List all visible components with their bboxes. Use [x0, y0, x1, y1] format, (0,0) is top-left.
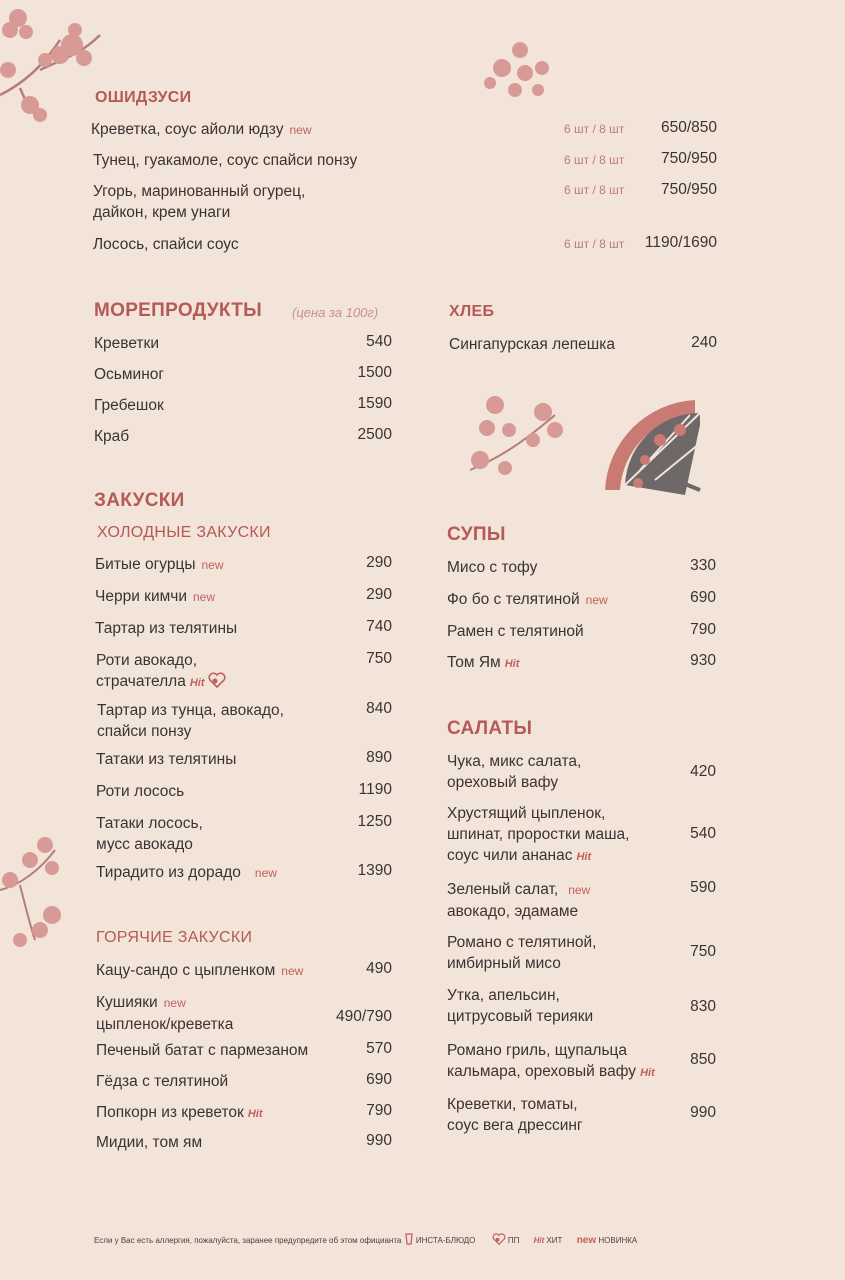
section-title-soups: СУПЫ	[447, 524, 506, 545]
price: 240	[691, 334, 717, 351]
price: 540	[690, 825, 716, 842]
footer	[94, 1233, 637, 1246]
price: 790	[690, 621, 716, 638]
list-item: Гёдза с телятиной	[96, 1073, 229, 1090]
cherry-blossom-icon	[0, 0, 110, 125]
price: 420	[690, 763, 716, 780]
price: 740	[366, 618, 392, 635]
section-title-snacks: ЗАКУСКИ	[94, 490, 185, 511]
subsection-title-hot: ГОРЯЧИЕ ЗАКУСКИ	[96, 929, 253, 946]
price: 650/850	[660, 119, 717, 136]
price: 490	[366, 960, 392, 977]
price: 540	[366, 333, 392, 350]
list-item: Тартар из тунца, авокадо, спайси понзу	[97, 702, 284, 740]
price: 2500	[357, 426, 392, 443]
price: 750	[690, 943, 716, 960]
price: 1190	[358, 781, 392, 798]
new-badge: new	[201, 558, 224, 572]
price: 1590	[357, 395, 392, 412]
list-item: Роти лосось	[96, 783, 185, 800]
list-item: Татаки лосось, мусс авокадо	[96, 815, 203, 853]
heart-icon	[492, 1233, 506, 1245]
price: 690	[366, 1071, 392, 1088]
list-item: Попкорн из креветок Hit	[96, 1104, 263, 1121]
new-badge: new	[585, 593, 608, 607]
qty-label: 6 шт / 8 шт	[564, 183, 625, 197]
price: 890	[366, 749, 392, 766]
price: 1500	[357, 364, 392, 381]
price-note: (цена за 100г)	[292, 305, 379, 320]
price: 330	[690, 557, 716, 574]
price: 570	[366, 1040, 392, 1057]
qty-label: 6 шт / 8 шт	[564, 122, 625, 136]
list-item: Мисо с тофу	[447, 559, 538, 576]
new-badge: new	[568, 883, 591, 897]
list-item: Романо гриль, щупальца кальмара, ореховый вафу Hit	[447, 1042, 655, 1080]
new-badge: new	[193, 590, 216, 604]
price: 1250	[357, 813, 392, 830]
list-item: Печеный батат с пармезаном	[96, 1042, 309, 1059]
cherry-blossom-icon	[480, 38, 555, 103]
price: 850	[690, 1051, 716, 1068]
heart-icon	[208, 672, 226, 688]
list-item: Гребешок	[94, 397, 164, 414]
price: 290	[366, 586, 392, 603]
list-item: Роти авокадо, страчателла Hit	[96, 650, 226, 694]
insta-icon	[404, 1233, 414, 1245]
list-item: Кацу-сандо с цыпленком new	[96, 962, 304, 979]
price: 590	[690, 879, 716, 896]
hit-badge: Hit	[189, 677, 205, 689]
list-item: Сингапурская лепешка	[449, 336, 615, 353]
list-item: Осьминог	[94, 366, 165, 383]
list-item: Тунец, гуакамоле, соус спайси понзу	[93, 152, 358, 169]
cherry-blossom-icon	[0, 830, 75, 950]
list-item: Кушияки new цыпленок/креветка	[96, 994, 234, 1033]
hit-badge: Hit	[576, 851, 592, 863]
fan-icon	[600, 395, 715, 510]
qty-label: 6 шт / 8 шт	[564, 237, 625, 251]
allergy-note: Если у Вас есть аллергия, пожалуйста, заранее предупредите об этом официанта	[94, 1236, 402, 1245]
list-item: Фо бо с телятиной new	[447, 591, 608, 608]
price: 290	[366, 554, 392, 571]
list-item: Креветка, соус айоли юдзу new	[91, 121, 312, 138]
list-item: Лосось, спайси соус	[93, 236, 239, 253]
section-title-bread: ХЛЕБ	[449, 303, 495, 320]
new-badge: new	[163, 996, 186, 1010]
price: 690	[690, 589, 716, 606]
cherry-blossom-icon	[465, 390, 570, 485]
new-label: НОВИНКА	[598, 1236, 638, 1245]
list-item: Креветки, томаты, соус вега дрессинг	[447, 1096, 583, 1134]
list-item: Рамен с телятиной	[447, 623, 584, 640]
section-title-salads: САЛАТЫ	[447, 718, 533, 739]
new-badge: new	[254, 866, 277, 880]
price: 750	[366, 650, 392, 667]
hit-badge: Hit	[504, 658, 520, 670]
new-badge: new	[576, 1235, 597, 1246]
hit-label: ХИТ	[546, 1236, 563, 1245]
list-item: Краб	[94, 428, 130, 445]
price: 840	[366, 700, 392, 717]
price: 1190/1690	[644, 234, 717, 251]
subsection-title-cold: ХОЛОДНЫЕ ЗАКУСКИ	[97, 524, 271, 541]
new-badge: new	[281, 964, 304, 978]
list-item: Тартар из телятины	[95, 620, 238, 637]
list-item: Зеленый салат, new авокадо, эдамаме	[447, 881, 591, 920]
price: 750/950	[660, 181, 717, 198]
new-badge: new	[289, 123, 312, 137]
price: 1390	[357, 862, 392, 879]
price: 750/950	[660, 150, 717, 167]
list-item: Романо с телятиной, имбирный мисо	[447, 934, 597, 972]
list-item: Битые огурцы new	[95, 556, 224, 573]
list-item: Креветки	[94, 335, 159, 352]
hit-badge: Hit	[533, 1236, 545, 1245]
pp-label: ПП	[507, 1236, 520, 1245]
price: 490/790	[335, 1008, 392, 1025]
price: 990	[690, 1104, 716, 1121]
list-item: Мидии, том ям	[96, 1134, 203, 1151]
insta-label: ИНСТА-БЛЮДО	[415, 1236, 476, 1245]
list-item: Хрустящий цыпленок, шпинат, проростки маша, соус чили ананас Hit	[447, 805, 630, 864]
list-item: Татаки из телятины	[96, 751, 237, 768]
list-item: Черри кимчи new	[95, 588, 216, 605]
price: 990	[366, 1132, 392, 1149]
price: 830	[690, 998, 716, 1015]
list-item: Том Ям Hit	[447, 654, 520, 671]
hit-badge: Hit	[640, 1067, 655, 1079]
hit-badge: Hit	[247, 1108, 263, 1120]
list-item: Чука, микс салата, ореховый вафу	[447, 753, 582, 791]
list-item: Тирадито из дорадо new	[96, 864, 277, 881]
qty-label: 6 шт / 8 шт	[564, 153, 625, 167]
list-item: Утка, апельсин, цитрусовый терияки	[447, 987, 594, 1025]
list-item: Угорь, маринованный огурец, дайкон, крем унаги	[93, 183, 306, 221]
price: 790	[366, 1102, 392, 1119]
price: 930	[690, 652, 716, 669]
section-title-oshidzusi: ОШИДЗУСИ	[95, 89, 192, 106]
section-title-seafood: МОРЕПРОДУКТЫ	[94, 300, 263, 321]
